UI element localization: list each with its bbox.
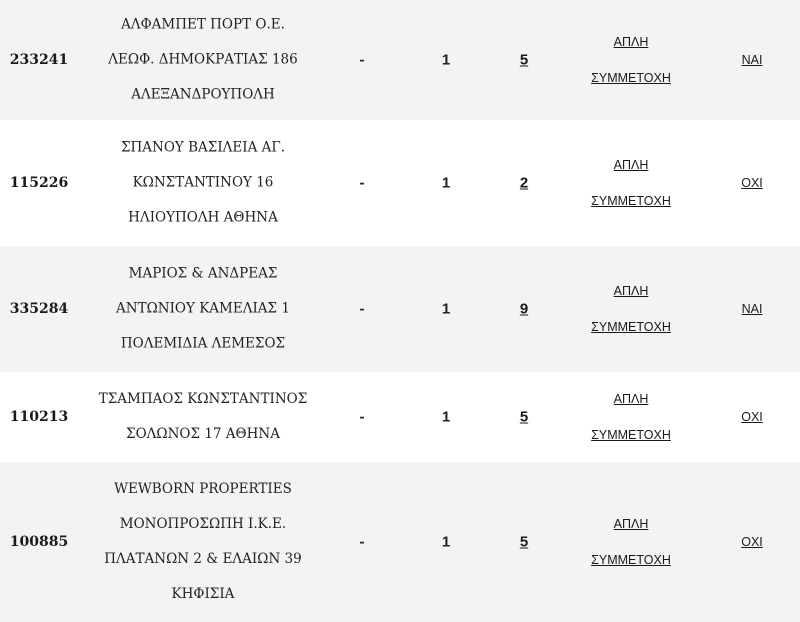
table-row [0,120,800,246]
participation-line[interactable]: ΑΠΛΗ [613,284,649,298]
participation-line[interactable]: ΑΠΛΗ [613,517,649,531]
address-line: ΚΗΦΙΣΙΑ [171,586,235,602]
row-count: 1 [441,408,451,426]
participation-line[interactable]: ΣΥΜΜΕΤΟΧΗ [591,71,671,85]
participation-line[interactable]: ΣΥΜΜΕΤΟΧΗ [591,320,671,334]
participation-line[interactable]: ΑΠΛΗ [613,392,649,406]
participation-line[interactable]: ΑΠΛΗ [613,35,649,49]
address-line: ΜΟΝΟΠΡΟΣΩΠΗ Ι.Κ.Ε. [119,516,287,532]
row-code: 233241 [9,52,69,68]
row-count: 1 [441,51,451,69]
row-dash: - [359,51,365,69]
flag-link[interactable]: ΝΑΙ [741,302,763,316]
participation-link[interactable] [570,24,692,96]
table-row [0,246,800,372]
row-address [78,472,328,612]
address-line: ΑΝΤΩΝΙΟΥ ΚΑΜΕΛΙΑΣ 1 [116,300,290,317]
table-row [0,372,800,462]
row-address [78,382,328,452]
address-line: ΠΛΑΤΑΝΩΝ 2 & ΕΛΑΙΩΝ 39 [104,551,302,567]
row-number-link[interactable]: 5 [519,533,529,551]
flag-link[interactable]: ΟΧΙ [741,176,763,190]
row-dash: - [359,174,365,192]
flag-link[interactable]: ΟΧΙ [741,410,763,424]
address-line: ΠΟΛΕΜΙΔΙΑ ΛΕΜΕΣΟΣ [120,335,286,352]
row-count: 1 [441,300,451,318]
participation-link[interactable] [570,506,692,578]
row-number-link[interactable]: 5 [519,51,529,69]
row-address [78,131,328,236]
row-code: 115226 [9,175,69,191]
row-count: 1 [441,174,451,192]
row-code: 100885 [9,534,69,550]
flag-link[interactable]: ΟΧΙ [741,535,763,549]
participation-line[interactable]: ΣΥΜΜΕΤΟΧΗ [591,428,671,442]
address-line: ΗΛΙΟΥΠΟΛΗ ΑΘΗΝΑ [128,209,278,226]
row-number-link[interactable]: 2 [519,174,529,192]
table-row [0,0,800,120]
address-line: ΣΠΑΝΟΥ ΒΑΣΙΛΕΙΑ ΑΓ. [120,139,286,156]
row-dash: - [359,533,365,551]
address-line: ΚΩΝΣΤΑΝΤΙΝΟΥ 16 [132,174,274,191]
address-line: WEWBORN PROPERTIES [114,481,292,497]
row-code: 110213 [9,409,69,425]
participation-link[interactable] [570,381,692,453]
row-code: 335284 [9,301,69,317]
row-count: 1 [441,533,451,551]
row-number-link[interactable]: 9 [519,300,529,318]
participation-line[interactable]: ΣΥΜΜΕΤΟΧΗ [591,194,671,208]
address-line: ΑΛΦΑΜΠΕΤ ΠΟΡΤ Ο.Ε. [121,16,285,33]
participation-link[interactable] [570,147,692,219]
row-dash: - [359,300,365,318]
address-line: ΣΟΛΩΝΟΣ 17 ΑΘΗΝΑ [126,426,280,442]
address-line: ΛΕΩΦ. ΔΗΜΟΚΡΑΤΙΑΣ 186 [108,51,298,68]
participation-link[interactable] [570,273,692,345]
address-line: ΑΛΕΞΑΝΔΡΟΥΠΟΛΗ [131,86,275,103]
flag-link[interactable]: ΝΑΙ [741,53,763,67]
row-address [78,257,328,362]
participation-line[interactable]: ΑΠΛΗ [613,158,649,172]
address-line: ΤΣΑΜΠΑΟΣ ΚΩΝΣΤΑΝΤΙΝΟΣ [98,391,308,407]
address-line: ΜΑΡΙΟΣ & ΑΝΔΡΕΑΣ [128,265,278,282]
row-dash: - [359,408,365,426]
row-number-link[interactable]: 5 [519,408,529,426]
participation-line[interactable]: ΣΥΜΜΕΤΟΧΗ [591,553,671,567]
table-row [0,462,800,622]
row-address [78,8,328,113]
